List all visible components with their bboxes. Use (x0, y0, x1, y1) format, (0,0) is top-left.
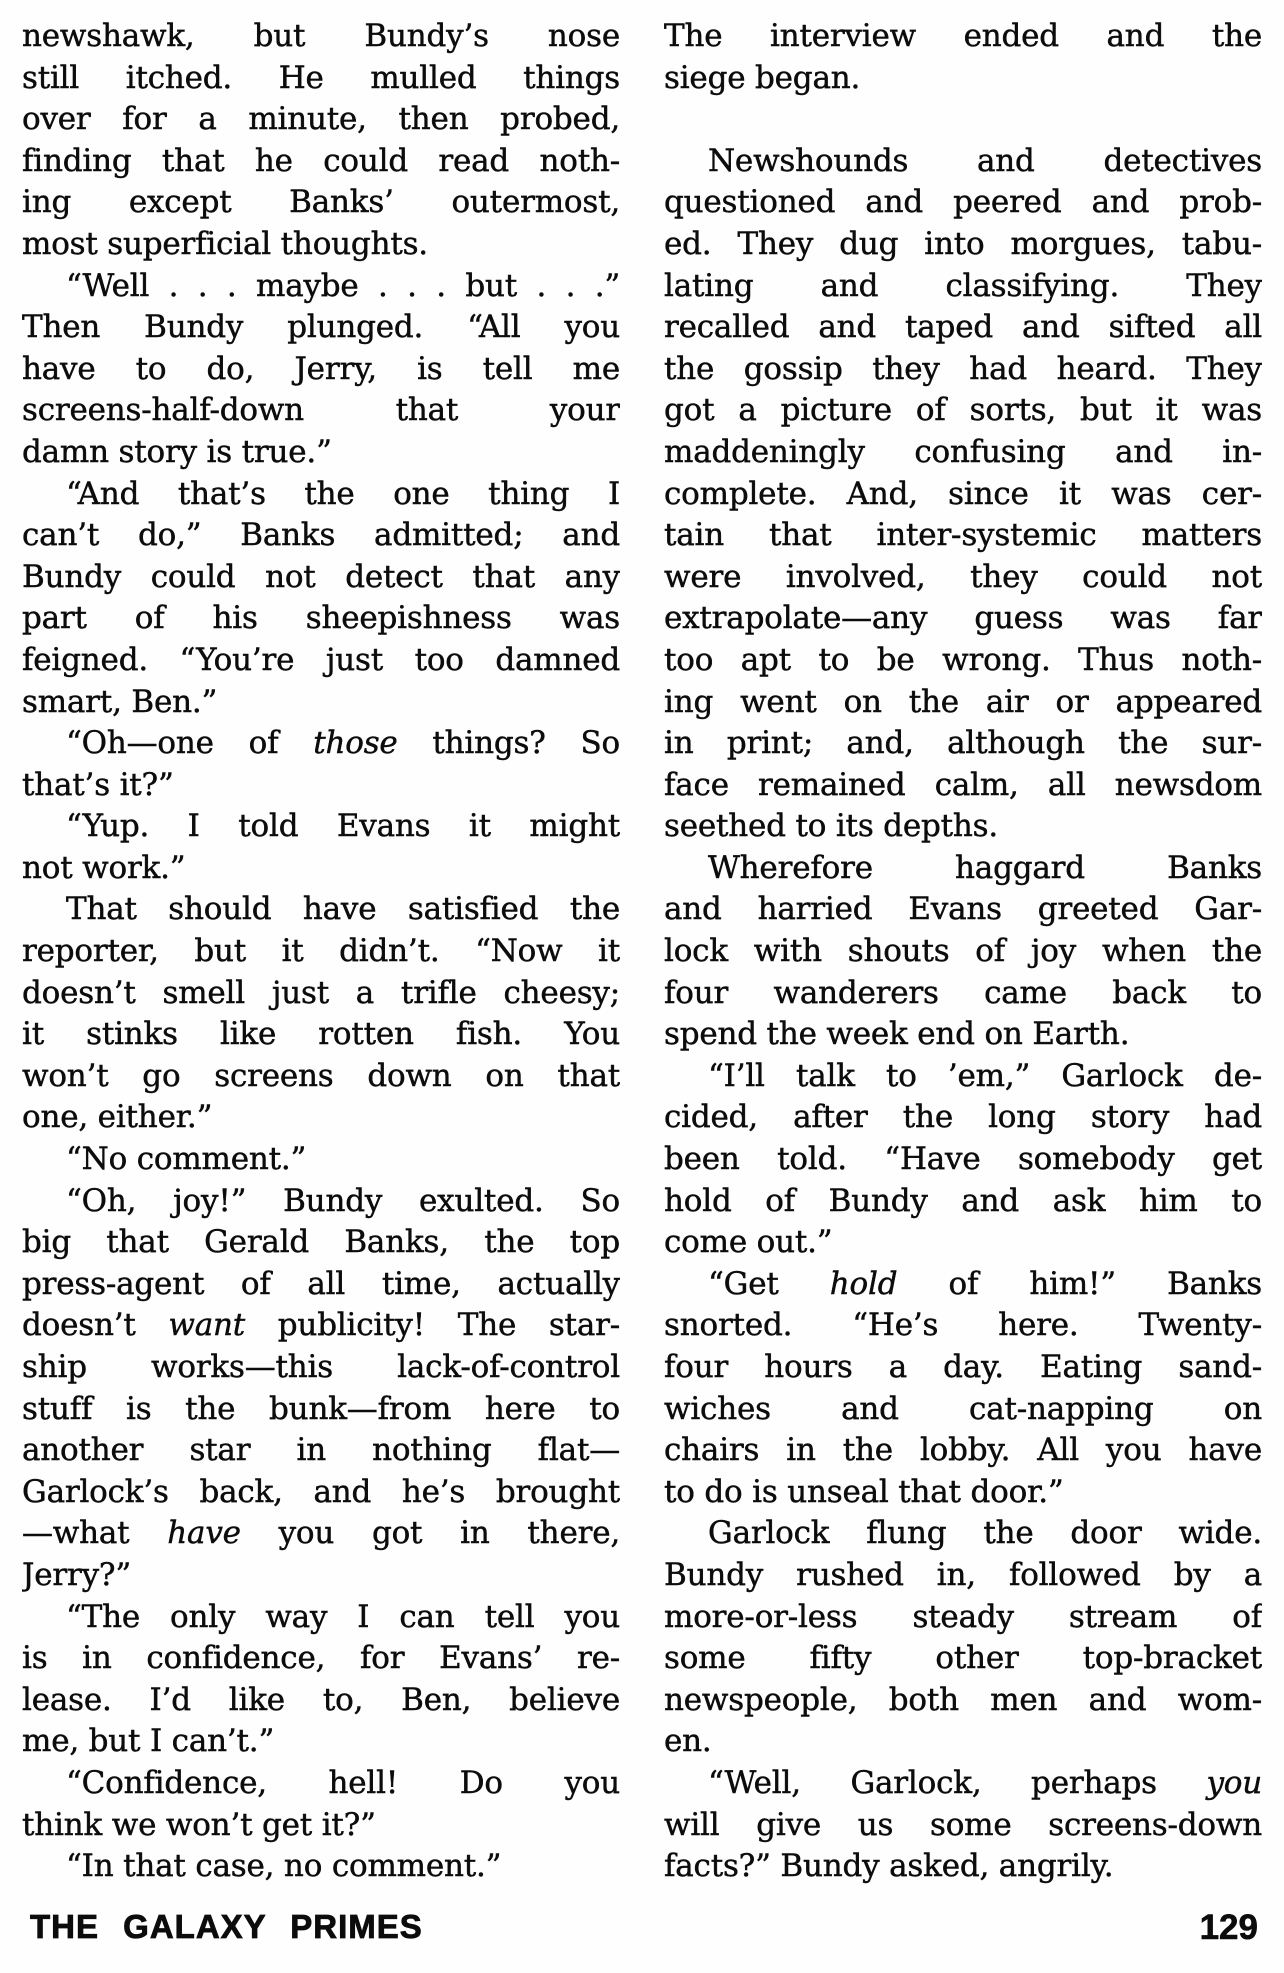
text-line: not work.” (22, 849, 186, 886)
text-line: en. (664, 1723, 712, 1760)
text-line: lating and classifying. They (664, 267, 1262, 304)
text-line: Newshounds and detectives (708, 142, 1262, 179)
text-line: were involved, they could not (664, 558, 1262, 595)
text-line: seethed to its depths. (664, 808, 998, 845)
text-line: been told. “Have somebody get (664, 1141, 1262, 1178)
text-line: can’t do,” Banks admitted; and (22, 517, 620, 554)
text-line: spend the week end on Earth. (664, 1016, 1130, 1053)
text-line: still itched. He mulled things (22, 59, 620, 96)
text-line: and harried Evans greeted Gar- (664, 891, 1262, 928)
text-line: will give us some screens-down (664, 1806, 1262, 1843)
text-line: have to do, Jerry, is tell me (22, 350, 620, 387)
text-line: “I’ll talk to ’em,” Garlock de- (708, 1057, 1262, 1094)
text-line: another star in nothing flat— (22, 1432, 620, 1469)
text-line: think we won’t get it?” (22, 1806, 376, 1843)
text-line: some fifty other top-bracket (664, 1640, 1262, 1677)
text-line: cided, after the long story had (664, 1099, 1262, 1136)
text-line: finding that he could read noth- (22, 142, 620, 179)
text-line: press-agent of all time, actually (22, 1265, 620, 1302)
paragraph-break (664, 99, 1262, 141)
text-line: Jerry?” (22, 1556, 131, 1593)
text-line: Then Bundy plunged. “All you (22, 309, 620, 346)
text-line: newspeople, both men and wom- (664, 1681, 1262, 1718)
text-line: ing went on the air or appeared (664, 683, 1262, 720)
text-line: Bundy rushed in, followed by a (664, 1556, 1262, 1593)
text-line: over for a minute, then probed, (22, 101, 620, 138)
text-line: in print; and, although the sur- (664, 725, 1262, 762)
text-line: questioned and peered and prob- (664, 184, 1262, 221)
text-line: “Well, Garlock, perhaps you (708, 1764, 1262, 1801)
text-line: too apt to be wrong. Thus noth- (664, 641, 1262, 678)
text-line: Garlock’s back, and he’s brought (22, 1473, 620, 1510)
text-line: facts?” Bundy asked, angrily. (664, 1848, 1114, 1885)
text-line: —what have you got in there, (22, 1515, 620, 1552)
text-line: That should have satisfied the (66, 891, 620, 928)
text-line: it stinks like rotten fish. You (22, 1016, 620, 1053)
text-line: ship works—this lack-of-control (22, 1349, 620, 1385)
text-line: lease. I’d like to, Ben, believe (22, 1681, 620, 1718)
text-line: “The only way I can tell you (66, 1598, 620, 1635)
text-line: reporter, but it didn’t. “Now it (22, 933, 620, 970)
text-line: hold of Bundy and ask him to (664, 1182, 1262, 1219)
text-line: recalled and taped and sifted all (664, 309, 1262, 346)
italic-text: want (168, 1307, 246, 1344)
italic-text: those (313, 725, 398, 762)
text-line: face remained calm, all newsdom (664, 766, 1262, 803)
text-line: doesn’t smell just a trifle cheesy; (22, 974, 620, 1011)
text-line: “In that case, no comment.” (66, 1848, 502, 1885)
page-footer (0, 1908, 1284, 1958)
text-line: Garlock flung the door wide. (708, 1515, 1262, 1552)
text-line: doesn’t want publicity! The star- (22, 1307, 620, 1344)
text-line: most superficial thoughts. (22, 225, 428, 262)
left-column (22, 16, 620, 1888)
text-line: “And that’s the one thing I (66, 475, 620, 512)
text-line: that’s it?” (22, 766, 174, 803)
text-line: to do is unseal that door.” (664, 1473, 1064, 1510)
text-line: the gossip they had heard. They (664, 350, 1262, 387)
page-number: 129 (1199, 1908, 1258, 1947)
text-line: won’t go screens down on that (22, 1057, 620, 1094)
text-line: four hours a day. Eating sand- (664, 1349, 1262, 1385)
text-line: snorted. “He’s here. Twenty- (664, 1307, 1262, 1344)
text-line: tain that inter-systemic matters (664, 517, 1262, 554)
italic-text: have (167, 1515, 241, 1552)
text-line: ing except Banks’ outermost, (22, 184, 620, 221)
text-line: siege began. (664, 59, 861, 96)
text-line: part of his sheepishness was (22, 600, 620, 637)
text-line: newshawk, but Bundy’s nose (22, 18, 620, 54)
text-line: “Well . . . maybe . . . but . . .” (66, 267, 620, 304)
text-line: “Get hold of him!” Banks (708, 1265, 1262, 1302)
right-column (664, 16, 1262, 1888)
text-line: lock with shouts of joy when the (664, 933, 1262, 970)
text-line: “Yup. I told Evans it might (66, 808, 620, 845)
text-line: “No comment.” (66, 1141, 307, 1178)
italic-text: you (1206, 1764, 1262, 1801)
text-line: more-or-less steady stream of (664, 1598, 1262, 1635)
text-line: is in confidence, for Evans’ re- (22, 1640, 620, 1677)
text-line: smart, Ben.” (22, 683, 218, 720)
text-line: feigned. “You’re just too damned (22, 641, 620, 678)
text-line: come out.” (664, 1224, 833, 1261)
text-line: “Oh—one of those things? So (66, 725, 620, 762)
text-line: damn story is true.” (22, 433, 332, 470)
text-line: “Confidence, hell! Do you (66, 1764, 620, 1801)
text-line: extrapolate—any guess was far (664, 600, 1262, 637)
running-title: THE GALAXY PRIMES (30, 1908, 423, 1945)
text-line: The interview ended and the (664, 18, 1262, 54)
text-line: maddeningly confusing and in- (664, 433, 1262, 470)
text-line: Bundy could not detect that any (22, 558, 620, 595)
text-line: chairs in the lobby. All you have (664, 1432, 1262, 1469)
text-line: got a picture of sorts, but it was (664, 392, 1262, 429)
text-line: Wherefore haggard Banks (708, 849, 1262, 886)
text-line: me, but I can’t.” (22, 1723, 275, 1760)
text-line: ed. They dug into morgues, tabu- (664, 225, 1262, 262)
text-line: complete. And, since it was cer- (664, 475, 1262, 512)
italic-text: hold (829, 1265, 898, 1302)
text-line: screens-half-down that your (22, 392, 620, 429)
text-line: stuff is the bunk—from here to (22, 1390, 620, 1427)
text-line: four wanderers came back to (664, 974, 1262, 1011)
text-line: one, either.” (22, 1099, 213, 1136)
text-line: big that Gerald Banks, the top (22, 1224, 620, 1261)
text-line: “Oh, joy!” Bundy exulted. So (66, 1182, 620, 1219)
text-line: wiches and cat-napping on (664, 1390, 1262, 1427)
